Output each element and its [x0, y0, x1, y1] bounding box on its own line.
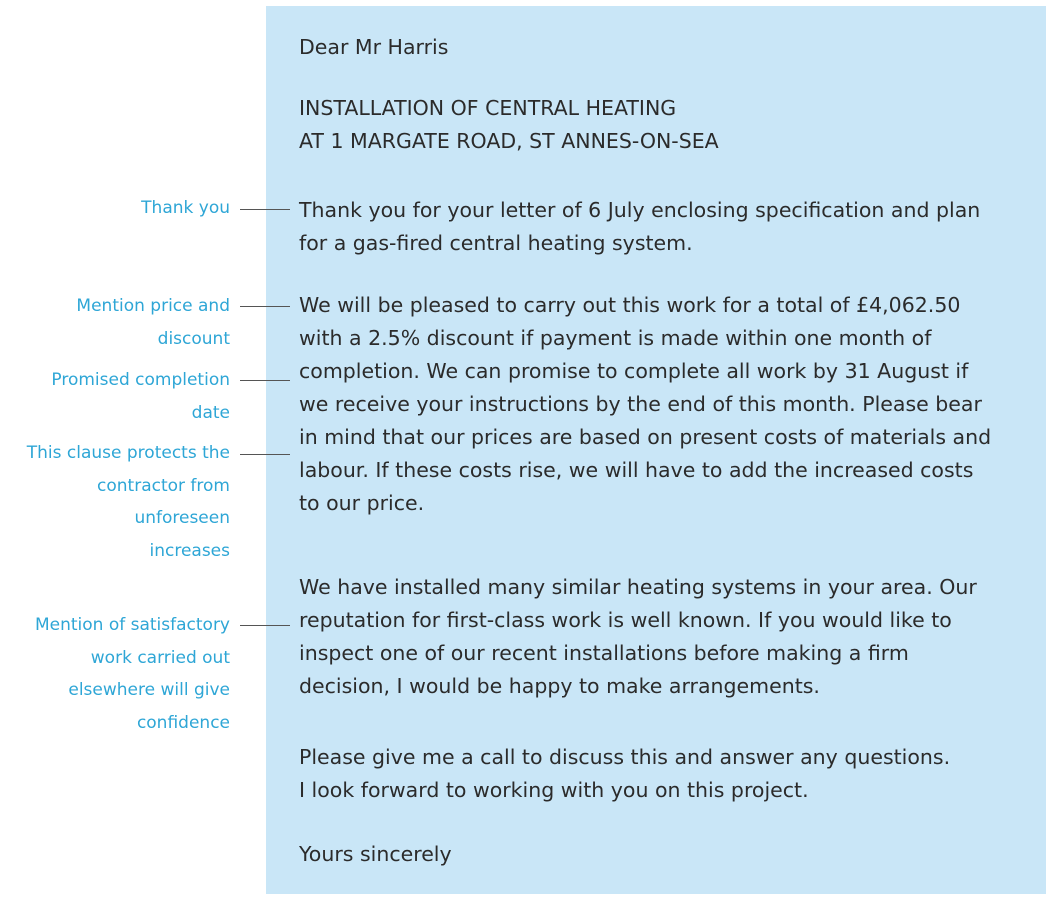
- annotation-line: Thank you: [141, 198, 230, 218]
- paragraph-reputation: [299, 571, 977, 703]
- closing: [299, 838, 452, 871]
- paragraph-call: [299, 741, 950, 807]
- annotation-connector: [240, 380, 290, 381]
- annotation-connector: [240, 306, 290, 307]
- paragraph-thank-you: [299, 194, 980, 260]
- paragraph-line: with a 2.5% discount if payment is made within one month of: [299, 326, 932, 350]
- annotation-connector: [240, 209, 290, 210]
- annotation-line: increases: [149, 540, 230, 561]
- paragraph-line: We will be pleased to carry out this work for a total of £4,062.50: [299, 293, 961, 317]
- paragraph-line: in mind that our prices are based on present costs of materials and: [299, 425, 992, 449]
- annotation-connector: [240, 625, 290, 626]
- annotation-line: work carried out: [90, 647, 230, 668]
- paragraph-line: inspect one of our recent installations before making a firm: [299, 641, 909, 665]
- paragraph-line: We have installed many similar heating systems in your area. Our: [299, 575, 977, 599]
- paragraph-line: Thank you for your letter of 6 July enclosing specification and plan: [299, 198, 981, 222]
- annotation-protective-clause: [27, 437, 230, 567]
- paragraph-line: decision, I would be happy to make arrangements.: [299, 674, 820, 698]
- annotation-price-discount: [76, 290, 230, 355]
- annotation-completion-date: [51, 364, 230, 429]
- annotation-line: date: [191, 402, 230, 423]
- subject-line: AT 1 MARGATE ROAD, ST ANNES-ON-SEA: [299, 129, 719, 153]
- annotation-line: elsewhere will give: [68, 680, 230, 700]
- annotation-thank-you: [141, 192, 230, 225]
- annotation-line: Mention price and: [76, 296, 230, 316]
- paragraph-line: reputation for first-class work is well known. If you would like to: [299, 608, 952, 632]
- paragraph-line: completion. We can promise to complete all work by 31 August if: [299, 359, 969, 383]
- paragraph-line: Please give me a call to discuss this and answer any questions.: [299, 745, 951, 769]
- annotation-line: Promised completion: [51, 370, 230, 390]
- annotation-line: This clause protects the: [26, 443, 230, 463]
- paragraph-line: I look forward to working with you on this project.: [299, 778, 809, 802]
- paragraph-line: to our price.: [299, 491, 425, 515]
- subject-line: INSTALLATION OF CENTRAL HEATING: [299, 96, 677, 120]
- annotation-line: confidence: [136, 712, 230, 733]
- annotation-line: unforeseen: [134, 508, 230, 528]
- salutation: [299, 31, 448, 64]
- subject-heading: [299, 92, 719, 158]
- paragraph-line: for a gas-fired central heating system.: [299, 231, 693, 255]
- salutation-line: Dear Mr Harris: [299, 35, 449, 59]
- paragraph-line: labour. If these costs rise, we will have to add the increased costs: [299, 458, 974, 482]
- paragraph-price: [299, 289, 991, 520]
- annotation-line: Mention of satisfactory: [34, 615, 230, 635]
- closing-line: Yours sincerely: [299, 842, 452, 866]
- annotation-satisfactory-work: [35, 609, 230, 739]
- annotation-line: discount: [157, 328, 230, 349]
- annotation-connector: [240, 454, 290, 455]
- paragraph-line: we receive your instructions by the end of this month. Please bear: [299, 392, 982, 416]
- annotation-line: contractor from: [97, 475, 230, 496]
